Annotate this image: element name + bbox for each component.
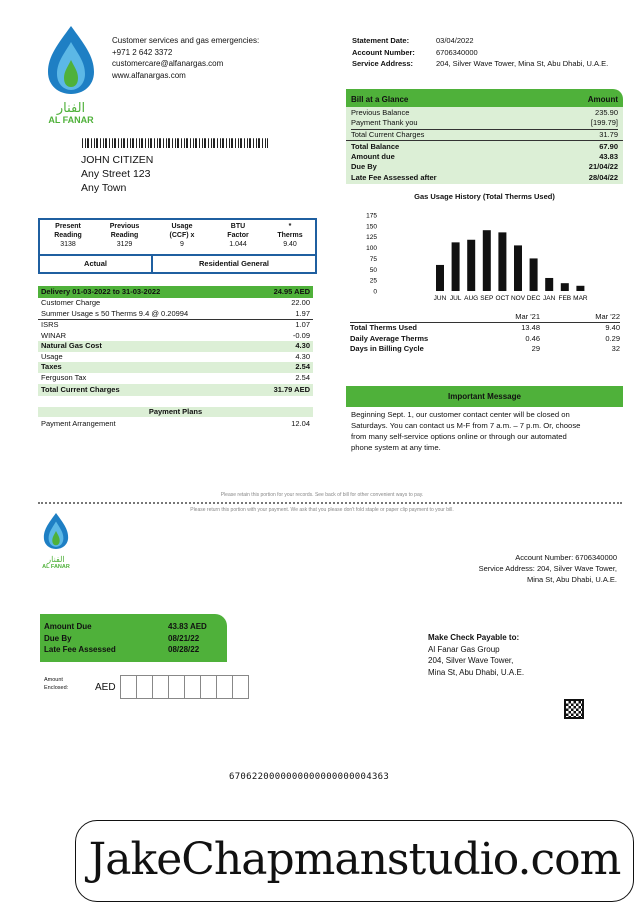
usage-rows [350, 323, 620, 355]
charge-row [38, 320, 313, 331]
charge-label: ISRS [41, 320, 59, 329]
stub-due-value: 08/21/22 [168, 633, 200, 643]
x-tick-label: JUL [449, 295, 462, 302]
postal-barcode [82, 134, 268, 148]
usage-label: Daily Average Therms [350, 333, 429, 343]
charge-row [38, 362, 313, 373]
company-logo [44, 24, 98, 124]
meter-header: (CCF) x [169, 232, 195, 239]
glance-row [351, 129, 618, 140]
service-address: 204, Silver Wave Tower, Mina St, Abu Dhabi, U.A.E. [436, 59, 609, 68]
glance-label: Amount due [351, 152, 395, 162]
usage-last-year: 0.46 [525, 333, 540, 343]
glance-value: 28/04/22 [588, 172, 618, 182]
stub-account-block [479, 552, 617, 585]
account-number-label: Account Number: [352, 47, 415, 57]
glance-label: Previous Balance [351, 108, 410, 117]
stub-due-row [44, 644, 222, 656]
contact-phone: +971 2 642 3372 [112, 47, 173, 57]
x-tick-label: NOV [510, 295, 526, 302]
usage-bar [530, 258, 538, 291]
statement-info [352, 35, 608, 70]
meter-header: Usage [171, 223, 193, 230]
delivery-period: Delivery 01-03-2022 to 31-03-2022 [41, 287, 161, 296]
meter-header: Previous [109, 223, 140, 230]
charge-label: Taxes [41, 362, 62, 371]
usage-label: Days in Billing Cycle [350, 344, 424, 353]
charge-row [38, 352, 313, 363]
glance-rows [346, 107, 623, 140]
usage-this-year: 0.29 [605, 333, 620, 343]
stub-due-row [44, 621, 222, 633]
charge-label: Summer Usage s 50 Therms 9.4 @ 0.20994 [41, 308, 189, 318]
x-tick-label: DEC [526, 295, 541, 302]
charge-row [38, 309, 313, 321]
meter-header: * [288, 223, 292, 230]
y-tick-label: 25 [369, 277, 377, 285]
usage-bar-chart [346, 201, 623, 303]
customer-town: Any Town [81, 182, 127, 194]
charge-label: Usage [41, 351, 63, 361]
x-tick-label: SEP [480, 295, 494, 302]
usage-last-year: 13.48 [521, 323, 540, 332]
meter-col-0 [40, 220, 96, 254]
usage-bar [436, 265, 444, 291]
usage-bar [483, 230, 491, 291]
charge-row [38, 331, 313, 342]
rate-class: Residential General [198, 259, 270, 268]
meter-header: BTU [230, 223, 246, 230]
glance-label: Total Balance [351, 141, 400, 151]
glance-value: 67.90 [599, 141, 618, 151]
meter-value: 1.044 [229, 241, 247, 248]
logo-name: AL FANAR [48, 115, 94, 125]
payment-arrangement-amount: 12.04 [291, 419, 310, 428]
reading-type: Actual [40, 256, 153, 272]
y-tick-label: 175 [366, 212, 377, 220]
payable-line3: Mina St, Abu Dhabi, U.A.E. [428, 667, 525, 677]
col-last-year: Mar '21 [515, 312, 540, 321]
payment-arrangement-label: Payment Arrangement [41, 419, 116, 428]
stub-logo [41, 512, 71, 572]
glance-value: 31.79 [599, 129, 618, 139]
usage-label: Total Therms Used [350, 323, 417, 332]
stub-due-label: Due By [44, 633, 72, 643]
usage-bar [452, 242, 460, 291]
charge-row [38, 373, 313, 384]
important-message-header: Important Message [346, 386, 623, 407]
usage-this-year: 32 [611, 344, 620, 353]
glance-label: Late Fee Assessed after [351, 172, 437, 182]
usage-bar [576, 286, 584, 291]
usage-row [350, 323, 620, 334]
x-tick-label: JAN [543, 295, 556, 302]
logo-arabic: الفنار [56, 101, 86, 116]
y-tick-label: 75 [369, 255, 377, 263]
bill-at-a-glance [346, 89, 623, 184]
glance-value: 43.83 [599, 152, 618, 162]
stub-due-label: Late Fee Assessed [44, 645, 116, 654]
stub-due-label: Amount Due [44, 622, 92, 631]
important-message-body: Beginning Sept. 1, our customer contact center will be closed on Saturdays. You can contact us M-F from 7 a.m. – 7 p.m. Or, choose from many self-service options online or through our automated phone system at any time. [351, 410, 581, 452]
contact-website[interactable]: www.alfanargas.com [112, 70, 186, 80]
x-tick-label: FEB [558, 295, 572, 302]
meter-value: 3138 [60, 241, 76, 248]
charge-row [38, 298, 313, 309]
return-note: Please return this portion with your payment. We ask that you please don't fold staple or paper clip payment to your bill. [190, 507, 454, 513]
meter-value: 9.40 [283, 241, 297, 248]
chart-title: Gas Usage History (Total Therms Used) [414, 192, 555, 201]
delivery-header [38, 286, 313, 298]
meter-value: 9 [180, 241, 184, 248]
y-tick-label: 0 [373, 288, 377, 296]
charge-rows [38, 298, 313, 383]
charge-label: Ferguson Tax [41, 372, 87, 382]
glance-header [346, 89, 623, 107]
x-tick-label: JUN [433, 295, 447, 302]
watermark-banner [75, 820, 634, 902]
contact-email[interactable]: customercare@alfanargas.com [112, 59, 224, 68]
charge-amount: -0.09 [292, 330, 310, 340]
amount-enclosed-boxes[interactable] [120, 675, 248, 699]
aed-label: AED [95, 682, 116, 693]
charge-amount: 22.00 [291, 298, 310, 307]
x-tick-label: MAR [573, 295, 588, 302]
glance-row [351, 108, 618, 118]
charge-label: WINAR [41, 330, 66, 340]
glance-value: 21/04/22 [588, 162, 618, 172]
amount-enclosed-label [44, 676, 68, 692]
payable-line2: 204, Silver Wave Tower, [428, 656, 514, 665]
glance-totals [346, 140, 623, 184]
glance-value: 235.90 [595, 108, 618, 117]
charge-label: Natural Gas Cost [41, 341, 102, 350]
glance-label: Due By [351, 162, 377, 172]
meter-reading-table [38, 218, 317, 274]
glance-row [351, 152, 618, 162]
charges-section [38, 286, 313, 430]
meter-col-4 [265, 220, 315, 254]
usage-bar [545, 278, 553, 291]
account-number: 6706340000 [436, 47, 478, 57]
glance-label: Total Current Charges [351, 129, 425, 139]
flame-logo-icon [44, 24, 98, 96]
meter-header: Reading [54, 232, 82, 239]
usage-this-year: 9.40 [605, 323, 620, 332]
watermark-text: JakeChapmanstudio.com [88, 834, 621, 885]
usage-chart [346, 192, 623, 304]
qr-code [564, 699, 584, 719]
charge-label: Customer Charge [41, 298, 101, 307]
glance-label: Payment Thank you [351, 118, 418, 128]
glance-row [351, 162, 618, 172]
customer-name: JOHN CITIZEN [81, 154, 154, 166]
charge-amount: 1.97 [295, 308, 310, 318]
usage-bar [514, 245, 522, 291]
meter-value: 3129 [116, 241, 133, 248]
contact-header: Customer services and gas emergencies: [112, 36, 260, 45]
glance-title: Bill at a Glance [351, 95, 409, 104]
meter-header: Factor [227, 232, 249, 239]
scan-line: 6706220000000000000000004363 [229, 772, 390, 782]
meter-col-3 [211, 220, 265, 254]
charge-amount: 1.07 [295, 320, 310, 329]
contact-block [112, 35, 259, 81]
stub-due-value: 43.83 AED [168, 622, 207, 631]
x-tick-label: OCT [495, 295, 510, 302]
glance-row [351, 173, 618, 183]
retain-note: Please retain this portion for your records. See back of bill for other convenient ways to pay. [220, 492, 424, 498]
col-this-year: Mar '22 [595, 312, 620, 321]
glance-row [351, 118, 618, 128]
glance-row [351, 142, 618, 152]
stub-logo-name: AL FANAR [42, 564, 70, 570]
tear-line [38, 502, 622, 504]
statement-date-label: Statement Date: [352, 36, 410, 45]
customer-street: Any Street 123 [81, 168, 151, 180]
amount-enclosed-line1: Amount [44, 677, 63, 683]
y-tick-label: 150 [366, 223, 377, 231]
usage-row [350, 344, 620, 355]
usage-bar [467, 240, 475, 291]
customer-address [81, 153, 153, 195]
service-address-label: Service Address: [352, 59, 414, 68]
payable-title: Make Check Payable to: [428, 633, 520, 642]
usage-row [350, 334, 620, 345]
usage-bar [561, 283, 569, 291]
charge-amount: 4.30 [295, 341, 310, 350]
y-tick-label: 100 [366, 245, 377, 253]
charge-row [38, 341, 313, 352]
meter-header: Reading [110, 232, 139, 239]
payment-arrangement-row [38, 419, 313, 430]
payable-line1: Al Fanar Gas Group [428, 644, 500, 654]
usage-comparison [350, 312, 620, 355]
meter-header: Therms [277, 232, 303, 239]
statement-date: 03/04/2022 [436, 36, 474, 45]
stub-due-value: 08/28/22 [168, 645, 200, 654]
charge-amount: 4.30 [295, 351, 310, 361]
stub-amount-due-box [40, 614, 227, 662]
usage-last-year: 29 [531, 344, 540, 353]
usage-bar [498, 232, 506, 291]
total-charges-label: Total Current Charges [41, 385, 120, 394]
stub-logo-arabic: الفنار [47, 555, 65, 564]
stub-service-address-1: Service Address: 204, Silver Wave Tower, [478, 564, 617, 573]
stub-due-row [44, 633, 222, 645]
glance-value: [199.79] [590, 118, 618, 128]
stub-account-number: Account Number: 6706340000 [515, 553, 617, 562]
meter-col-2 [153, 220, 211, 254]
x-tick-label: AUG [464, 295, 479, 302]
y-tick-label: 125 [366, 234, 377, 242]
charge-amount: 2.54 [295, 372, 310, 382]
y-tick-label: 50 [369, 266, 377, 274]
payment-plans-header: Payment Plans [38, 407, 313, 417]
meter-col-1 [96, 220, 153, 254]
glance-amount-label: Amount [587, 95, 618, 104]
amount-enclosed-line2: Enclosed: [44, 685, 69, 691]
meter-header: Present [55, 223, 81, 230]
total-charges-amount: 31.79 AED [273, 385, 310, 394]
total-current-charges [38, 384, 313, 396]
stub-flame-icon [41, 512, 71, 550]
charge-amount: 2.54 [295, 362, 310, 371]
delivery-amount: 24.95 AED [273, 287, 310, 296]
payable-block [428, 632, 524, 678]
stub-service-address-2: Mina St, Abu Dhabi, U.A.E. [526, 575, 617, 584]
